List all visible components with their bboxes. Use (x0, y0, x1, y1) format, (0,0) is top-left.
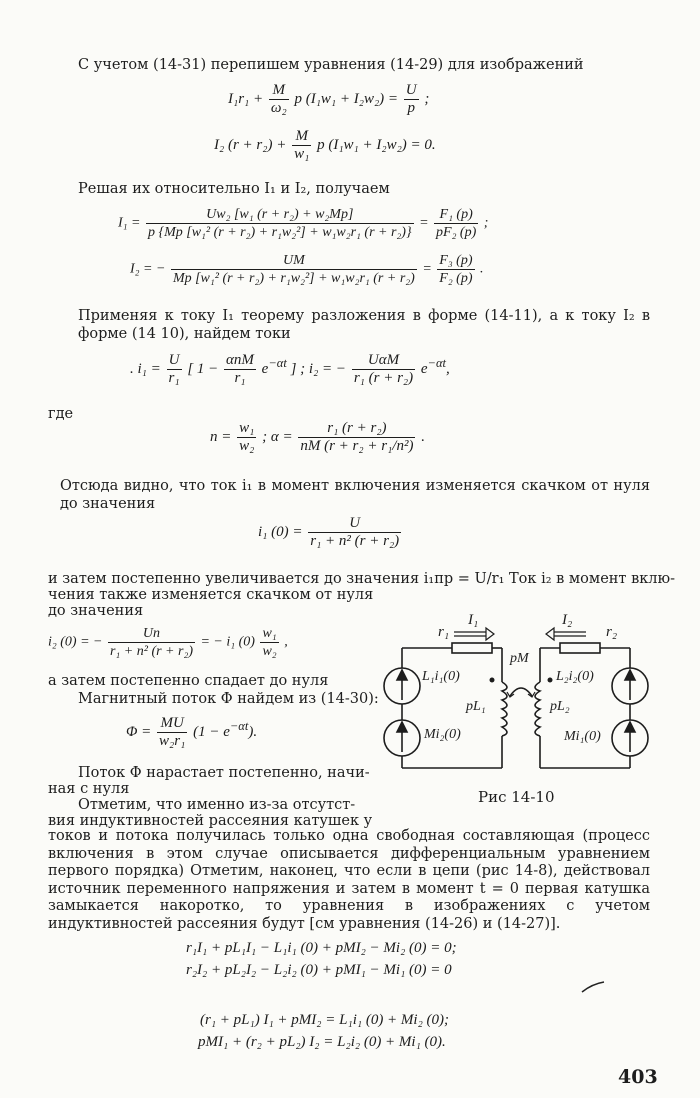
equation-2: I₂ (r + r₂) + $\frac{M}{\text{w₁}}$ p (I₁w₁ + I₂w₂) = 0. (214, 128, 436, 162)
coil-dot-left (490, 678, 495, 683)
label-r1: r₁ (438, 624, 450, 640)
label-pL1: pL₁ (466, 699, 486, 714)
equation-I1: I₁ = $\frac{\text{Uw₂ [w₁ (r + r₂) + w₂Mp]}}{\text{p \{Mp [w₁² (r + r₂) + r₁w₂²] + w₁w₂r₁ (r + r₂)\}}}$ = $\frac{\text{F₁ (p)}}{\text{pF₂ (p)}}$ ; (118, 207, 489, 240)
source-right-top (612, 668, 648, 704)
where-text: где (48, 406, 74, 422)
coil-pL2 (535, 682, 540, 736)
label-I1: I₁ (468, 612, 479, 628)
equation-currents: . i₁ = $\frac{U}{\text{r₁}}$ [ 1 − $\frac{\text{αnM}}{\text{r₁}}$ $e^{-\alpha t}$ ] ; i₂ = − $\frac{\text{UαM}}{\text{r₁ (r + r₂)}}$ $e^{-\alpha t}$, (130, 352, 450, 386)
coil-pL1 (502, 682, 507, 736)
source-left-top (384, 668, 420, 704)
flux-grows-text-2: ная с нуля (48, 781, 130, 797)
figure-caption: Рис 14-10 (478, 788, 555, 806)
label-pL2: pL₂ (550, 699, 570, 714)
label-source-L2i2: L₂i₂(0) (556, 669, 594, 684)
equation-i1-zero: i₁ (0) = $\frac{U}{\text{r₁ + n² (r + r₂)}}$ (258, 515, 400, 549)
label-source-Mi2: Mi₂(0) (424, 727, 461, 742)
applying-paragraph: Применяя к току I₁ теорему разложения в форме (14-11), а к току I₂ в форме (14 10), найдем токи (78, 308, 650, 342)
label-I2: I₂ (562, 612, 573, 628)
then-falls-text: а затем постепенно спадает до нуля (48, 673, 329, 689)
source-right-bottom (612, 720, 648, 756)
label-source-Mi1: Mi₁(0) (564, 729, 601, 744)
note-text-2: вия индуктивностей рассеяния катушек у (48, 813, 373, 829)
label-pM: pM (510, 651, 529, 666)
closing-paragraph: токов и потока получилась только одна свободная составляющая (процесс включения в этом случае описывается дифференциальным уравнением первого порядка) Отметим, наконец, что если в цепи (рис 14-8), действовал источник переменного напряжения и затем в момент t = 0 первая катушка замыкается накоротко, то уравнения в изображениях с учетом индуктивностей рассеяния будут [см уравнения (14-26) и (14-27)]. (48, 828, 650, 932)
circuit-figure (380, 600, 670, 770)
system-equation-4: pMI₁ + (r₂ + pL₂) I₂ = L₂i₂ (0) + Mi₁ (0). (198, 1034, 446, 1050)
current-arrow-I2 (546, 628, 586, 640)
page-number: 403 (618, 1066, 658, 1088)
solving-text: Решая их относительно I₁ и I₂, получаем (78, 181, 390, 197)
system-equation-1: r₁I₁ + pL₁I₁ − L₁i₁ (0) + pMI₂ − Mi₂ (0) = 0; (186, 940, 457, 956)
equation-i2-zero: i₂ (0) = − $\frac{Un}{\text{r₁ + n² (r + r₂)}}$ = − i₁ (0) $\frac{\text{w₁}}{\text{w₂}}$ , (48, 626, 288, 659)
source-left-bottom (384, 720, 420, 756)
equation-flux: Φ = $\frac{MU}{\text{w₂r₁}}$ $(1 - e^{-\alpha t})$. (126, 715, 258, 749)
also-jump-text: чения также изменяется скачком от нуля (48, 587, 374, 603)
equation-n-alpha: n = $\frac{\text{w₁}}{\text{w₂}}$ ; α = $\frac{\text{r₁ (r + r₂)}}{\text{nM (r + r₂ + r₁/n²)}}$ . (210, 420, 425, 454)
note-text-1: Отметим, что именно из-за отсутст- (78, 797, 356, 813)
label-r2: r₂ (606, 624, 618, 640)
coil-dot-right (548, 678, 553, 683)
label-source-L1i1: L₁i₁(0) (422, 669, 460, 684)
equation-I2: I₂ = − $\frac{UM}{\text{Mp [w₁² (r + r₂) + r₁w₂²] + w₁w₂r₁ (r + r₂)}}$ = $\frac{\text{F₃ (p)}}{\text{F₂ (p)}}$ . (130, 253, 484, 286)
resistor-r2 (560, 643, 600, 653)
then-increase-text: и затем постепенно увеличивается до значения i₁пр = U/r₁ Ток i₂ в момент вклю- (48, 571, 676, 587)
to-value-text: до значения (48, 603, 144, 619)
hence-paragraph: Отсюда видно, что ток i₁ в момент включения изменяется скачком от нуля до значения (60, 478, 650, 512)
flux-text: Магнитный поток Φ найдем из (14-30): (78, 691, 379, 707)
current-arrow-I1 (454, 628, 494, 640)
pen-mark (580, 980, 606, 994)
equation-1: I₁r₁ + $\frac{M}{\text{ω₂}}$ p (I₁w₁ + I₂w₂) = $\frac{U}{p}$ ; (228, 82, 430, 116)
resistor-r1 (452, 643, 492, 653)
intro-text: С учетом (14-31) перепишем уравнения (14-29) для изображений (78, 57, 584, 73)
system-equation-2: r₂I₂ + pL₂I₂ − L₂i₂ (0) + pMI₁ − Mi₁ (0) = 0 (186, 962, 452, 978)
flux-grows-text-1: Поток Φ нарастает постепенно, начи- (78, 765, 370, 781)
system-equation-3: (r₁ + pL₁) I₁ + pMI₂ = L₁i₁ (0) + Mi₂ (0); (200, 1012, 450, 1028)
